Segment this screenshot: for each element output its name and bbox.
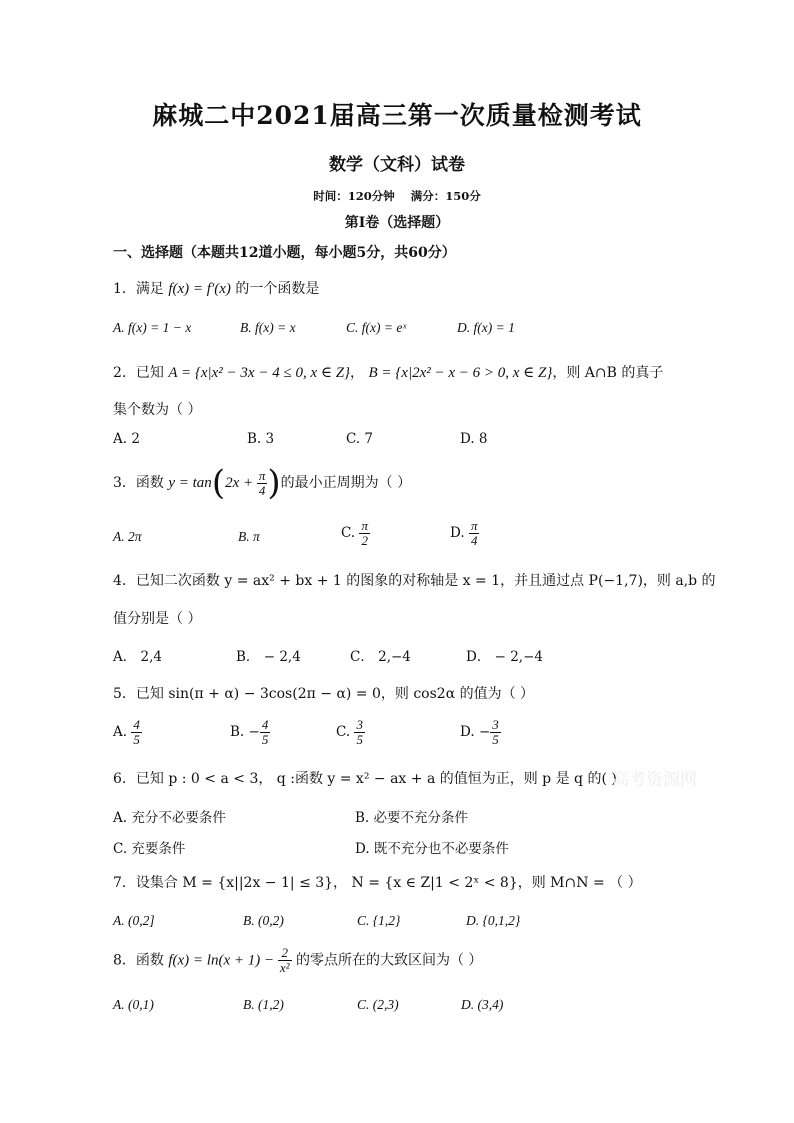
q2-set-b: B = {x|2x² − x − 6 > 0, x ∈ Z} xyxy=(368,365,553,381)
q5-option-d-label: D. xyxy=(460,724,475,740)
question-3 xyxy=(113,463,412,503)
q3-option-d-num: π xyxy=(470,518,478,533)
exam-meta xyxy=(0,188,794,204)
q2-line2: 集个数为（ ） xyxy=(113,402,202,418)
q5-option-a-num: 4 xyxy=(133,717,140,732)
q8-fraction xyxy=(278,946,292,975)
q6-option-a[interactable]: A. 充分不必要条件 xyxy=(113,810,226,826)
question-5: 5．已知 sin(π + α) − 3cos(2π − α) = 0，则 cos2α 的值为（ ） xyxy=(113,686,535,702)
q8-option-b[interactable]: B. (1,2) xyxy=(243,997,284,1012)
q4-option-d[interactable]: D． − 2,−4 xyxy=(466,649,543,665)
part-heading: 第Ⅰ卷（选择题） xyxy=(344,215,450,231)
question-7: 7．设集合 M = {x||2x − 1| ≤ 3}， N = {x ∈ Z|1 < 2ˣ < 8}，则 M∩N = （ ） xyxy=(113,875,642,891)
q3-suffix: 的最小正周期为（ ） xyxy=(280,475,412,491)
q4-line2: 值分别是（ ） xyxy=(113,611,202,627)
q2-prefix: 2．已知 xyxy=(113,365,169,381)
q8-expr: f(x) = ln(x + 1) − xyxy=(168,952,278,969)
q3-func: y = tan xyxy=(168,475,212,491)
q3-option-c-num: π xyxy=(361,518,368,533)
q1-expr: f(x) = f′(x) xyxy=(168,281,231,297)
q3-option-d[interactable] xyxy=(450,519,479,548)
q1-prefix: 1．满足 xyxy=(113,281,169,297)
q5-option-d[interactable] xyxy=(460,718,501,747)
q3-paren-close: ) xyxy=(267,463,281,503)
q3-option-a[interactable]: A. 2π xyxy=(113,529,142,544)
q3-paren-open: ( xyxy=(211,463,226,503)
q5-option-d-sign: − xyxy=(478,724,491,740)
q3-inner: 2x + xyxy=(225,475,257,491)
q5-option-a-label: A. xyxy=(113,724,128,740)
q5-option-b-frac xyxy=(260,718,271,747)
question-4: 4．已知二次函数 y = ax² + bx + 1 的图象的对称轴是 x = 1，并且通过点 P(−1,7)，则 a,b 的 xyxy=(113,573,716,589)
q3-option-d-den: 4 xyxy=(470,533,478,548)
q6-option-b[interactable]: B. 必要不充分条件 xyxy=(355,810,469,826)
q2-option-a[interactable]: A. 2 xyxy=(113,431,140,447)
question-8 xyxy=(113,946,482,975)
q5-option-a[interactable] xyxy=(113,718,142,747)
q5-option-d-num: 3 xyxy=(492,717,499,732)
q5-option-c[interactable] xyxy=(336,718,365,747)
q8-option-a[interactable]: A. (0,1) xyxy=(113,997,154,1012)
q5-option-b[interactable] xyxy=(230,718,270,747)
q5-option-d-frac xyxy=(490,718,501,747)
exam-title: 麻城二中2021届高三第一次质量检测考试 xyxy=(152,101,642,130)
q3-option-c-den: 2 xyxy=(361,533,368,548)
q1-option-c[interactable]: C. f(x) = eˣ xyxy=(346,320,407,335)
q1-option-a[interactable]: A. f(x) = 1 − x xyxy=(113,320,192,335)
q8-option-d[interactable]: D. (3,4) xyxy=(461,997,504,1012)
q5-option-c-label: C. xyxy=(336,724,351,740)
q6-option-d[interactable]: D. 既不充分也不必要条件 xyxy=(355,841,509,857)
exam-score: 满分：150分 xyxy=(410,189,481,203)
q3-option-b[interactable]: B. π xyxy=(238,529,260,544)
q2-option-b[interactable]: B. 3 xyxy=(247,431,275,447)
q5-option-d-den: 5 xyxy=(492,732,499,747)
q8-frac-den: x² xyxy=(279,960,290,975)
q3-option-c[interactable] xyxy=(341,519,370,548)
q7-option-c[interactable]: C. {1,2} xyxy=(357,913,401,928)
exam-time: 时间：120分钟 xyxy=(313,189,395,203)
q5-option-b-den: 5 xyxy=(261,732,269,747)
q5-option-b-num: 4 xyxy=(261,717,269,732)
q2-option-d[interactable]: D. 8 xyxy=(460,431,488,447)
q2-suffix: ，则 A∩B 的真子 xyxy=(552,365,664,381)
q4-option-c[interactable]: C． 2,−4 xyxy=(350,649,411,665)
watermark-text: 高考资源网 xyxy=(612,770,697,790)
q5-option-c-den: 5 xyxy=(356,732,363,747)
q8-option-c[interactable]: C. (2,3) xyxy=(357,997,399,1012)
q8-frac-num: 2 xyxy=(278,946,292,961)
q2-option-c[interactable]: C. 7 xyxy=(346,431,374,447)
question-2 xyxy=(113,362,663,382)
q6-option-c[interactable]: C. 充要条件 xyxy=(113,841,186,857)
q3-fraction xyxy=(257,469,268,498)
question-1 xyxy=(113,278,319,298)
q8-suffix: 的零点所在的大致区间为（ ） xyxy=(291,952,483,969)
section-heading: 一、选择题（本题共12道小题，每小题5分，共60分） xyxy=(113,245,456,261)
q3-option-d-label: D. xyxy=(450,525,465,541)
q3-option-c-label: C. xyxy=(341,525,356,541)
q3-option-d-frac xyxy=(469,519,480,548)
q3-frac-num: π xyxy=(258,467,266,483)
q2-sep: ， xyxy=(350,365,369,381)
q1-option-d[interactable]: D. f(x) = 1 xyxy=(457,320,515,335)
q8-prefix: 8．函数 xyxy=(113,952,169,969)
q3-option-c-frac xyxy=(359,519,370,548)
q3-frac-den: 4 xyxy=(258,482,266,498)
q2-set-a: A = {x|x² − 3x − 4 ≤ 0, x ∈ Z} xyxy=(168,365,351,381)
q5-option-a-frac xyxy=(131,718,142,747)
q5-option-b-sign: − xyxy=(248,724,260,740)
q7-option-d[interactable]: D. {0,1,2} xyxy=(466,913,521,928)
q5-option-c-num: 3 xyxy=(356,717,363,732)
q7-option-b[interactable]: B. (0,2) xyxy=(243,913,284,928)
q1-suffix: 的一个函数是 xyxy=(230,281,320,297)
q5-option-b-label: B. xyxy=(230,724,245,740)
q5-option-a-den: 5 xyxy=(133,732,140,747)
q4-option-a[interactable]: A． 2,4 xyxy=(113,649,163,665)
q5-option-c-frac xyxy=(354,718,365,747)
exam-subtitle: 数学（文科）试卷 xyxy=(329,155,465,175)
q4-option-b[interactable]: B． − 2,4 xyxy=(236,649,301,665)
q7-option-a[interactable]: A. (0,2] xyxy=(113,913,155,928)
question-6: 6．已知 p : 0 < a < 3， q :函数 y = x² − ax + a 的值恒为正，则 p 是 q 的( ) xyxy=(113,771,617,787)
q3-prefix: 3．函数 xyxy=(113,475,169,491)
q1-option-b[interactable]: B. f(x) = x xyxy=(240,320,296,335)
